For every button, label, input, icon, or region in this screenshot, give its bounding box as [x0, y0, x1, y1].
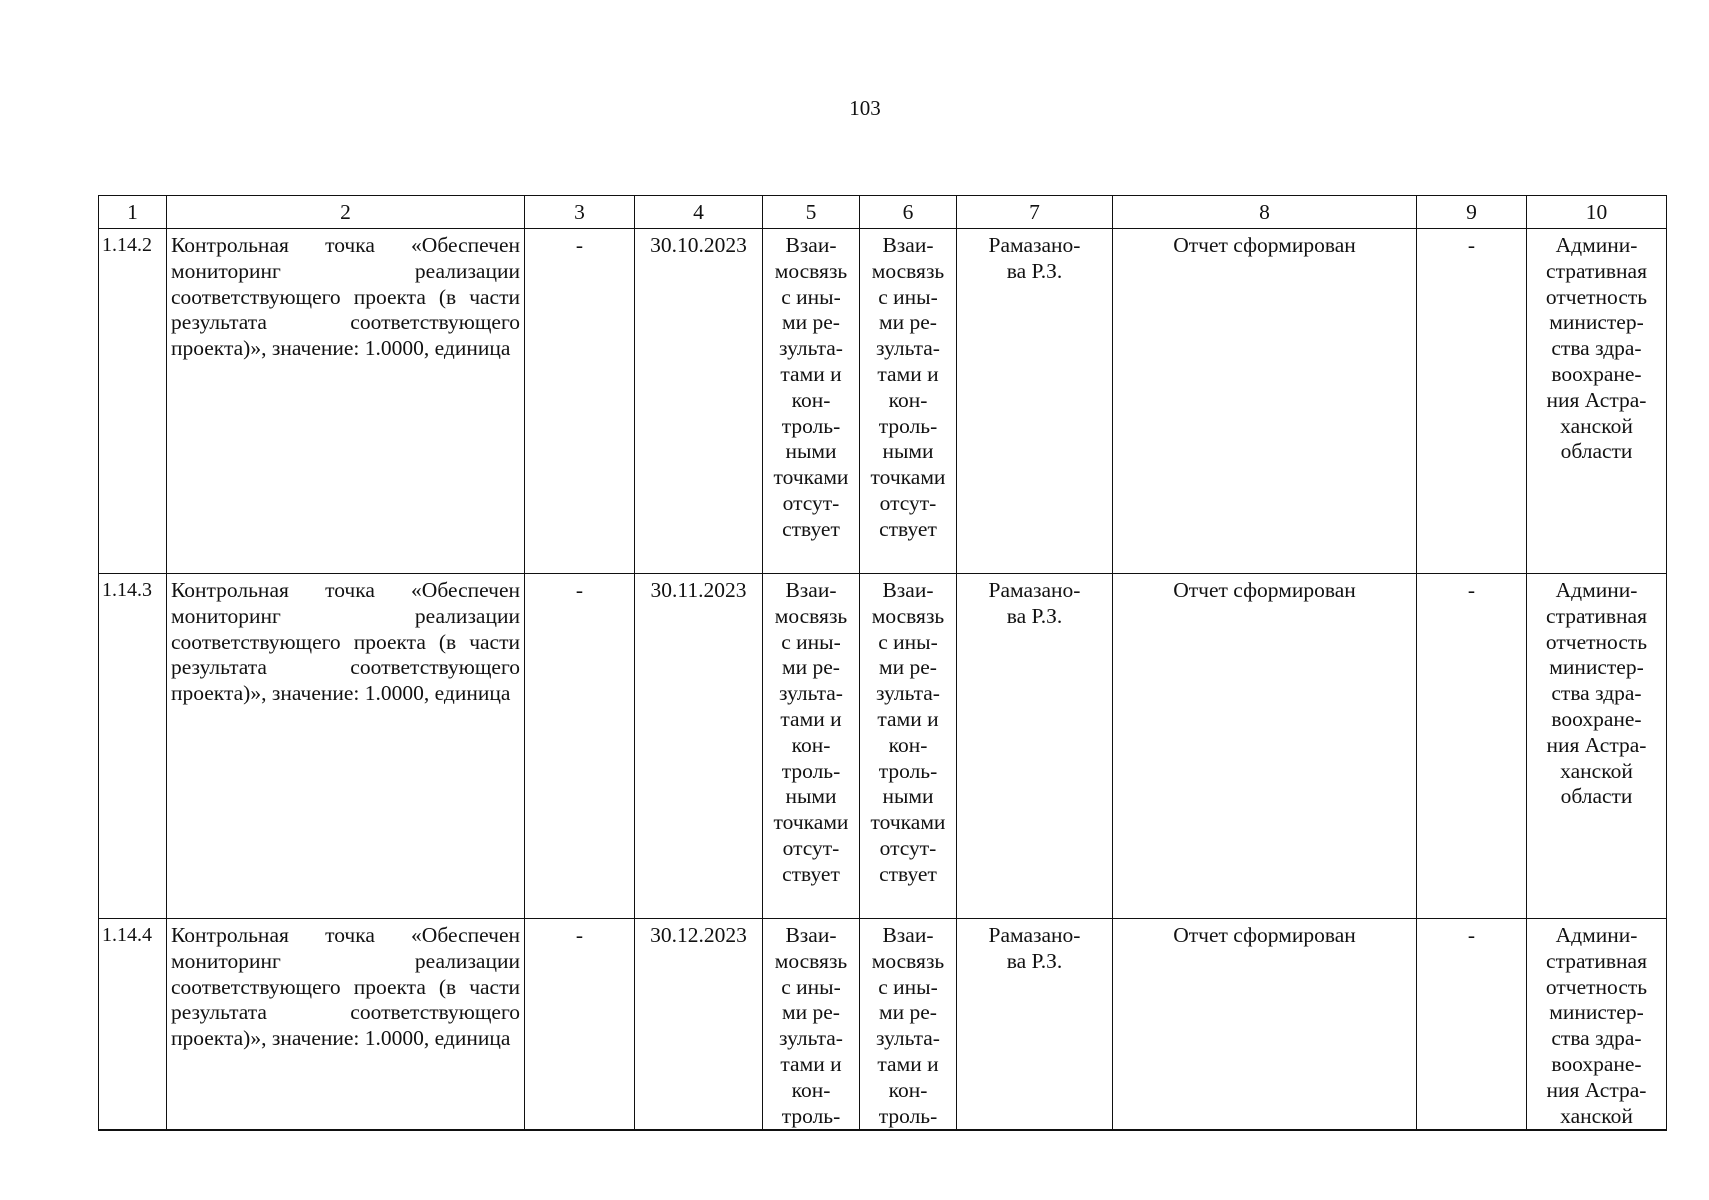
relation-note: Взаи- мосвязь с ины- ми ре- зульта- тами и кон- троль- ными точками отсут- ствует — [860, 574, 957, 919]
confirming-document: Админи- стративная отчетность министер- ства здра- воохране- ния Астра- ханской области — [1527, 229, 1667, 574]
header-cell: 10 — [1527, 196, 1667, 229]
header-cell: 2 — [167, 196, 525, 229]
header-cell: 1 — [99, 196, 167, 229]
table-row — [99, 919, 1667, 1131]
control-point-name: Контрольная точка «Обеспечен мониторинг реализации соответствующего проекта (в части результата соответствующего проекта)», значение: 1.0000, единица — [167, 574, 525, 919]
header-cell: 8 — [1113, 196, 1417, 229]
confirming-document: Админи- стративная отчетность министер- ства здра- воохране- ния Астра- ханской — [1527, 919, 1667, 1131]
column-3-value: - — [525, 229, 635, 574]
relation-note: Взаи- мосвязь с ины- ми ре- зульта- тами и кон- троль- ными точками отсут- ствует — [860, 229, 957, 574]
result-description: Отчет сформирован — [1113, 229, 1417, 574]
due-date: 30.10.2023 — [635, 229, 763, 574]
table-row — [99, 229, 1667, 574]
control-point-name: Контрольная точка «Обеспечен мониторинг реализации соответствующего проекта (в части результата соответствующего проекта)», значение: 1.0000, единица — [167, 919, 525, 1131]
control-point-name: Контрольная точка «Обеспечен мониторинг реализации соответствующего проекта (в части результата соответствующего проекта)», значение: 1.0000, единица — [167, 229, 525, 574]
table-header-row — [99, 196, 1667, 229]
header-cell: 3 — [525, 196, 635, 229]
control-points-table — [98, 195, 1667, 1131]
column-9-value: - — [1417, 919, 1527, 1131]
responsible-person: Рамазано- ва Р.З. — [957, 229, 1113, 574]
relation-note: Взаи- мосвязь с ины- ми ре- зульта- тами и кон- троль- — [860, 919, 957, 1131]
header-cell: 6 — [860, 196, 957, 229]
column-9-value: - — [1417, 229, 1527, 574]
due-date: 30.12.2023 — [635, 919, 763, 1131]
responsible-person: Рамазано- ва Р.З. — [957, 919, 1113, 1131]
result-description: Отчет сформирован — [1113, 574, 1417, 919]
row-number: 1.14.4 — [99, 919, 167, 1131]
relation-note: Взаи- мосвязь с ины- ми ре- зульта- тами и кон- троль- — [763, 919, 860, 1131]
table-row — [99, 574, 1667, 919]
column-9-value: - — [1417, 574, 1527, 919]
column-3-value: - — [525, 574, 635, 919]
row-number: 1.14.2 — [99, 229, 167, 574]
due-date: 30.11.2023 — [635, 574, 763, 919]
header-cell: 7 — [957, 196, 1113, 229]
header-cell: 9 — [1417, 196, 1527, 229]
confirming-document: Админи- стративная отчетность министер- ства здра- воохране- ния Астра- ханской области — [1527, 574, 1667, 919]
header-cell: 5 — [763, 196, 860, 229]
result-description: Отчет сформирован — [1113, 919, 1417, 1131]
header-cell: 4 — [635, 196, 763, 229]
relation-note: Взаи- мосвязь с ины- ми ре- зульта- тами и кон- троль- ными точками отсут- ствует — [763, 229, 860, 574]
row-number: 1.14.3 — [99, 574, 167, 919]
column-3-value: - — [525, 919, 635, 1131]
relation-note: Взаи- мосвязь с ины- ми ре- зульта- тами и кон- троль- ными точками отсут- ствует — [763, 574, 860, 919]
page-number: 103 — [849, 96, 881, 120]
responsible-person: Рамазано- ва Р.З. — [957, 574, 1113, 919]
